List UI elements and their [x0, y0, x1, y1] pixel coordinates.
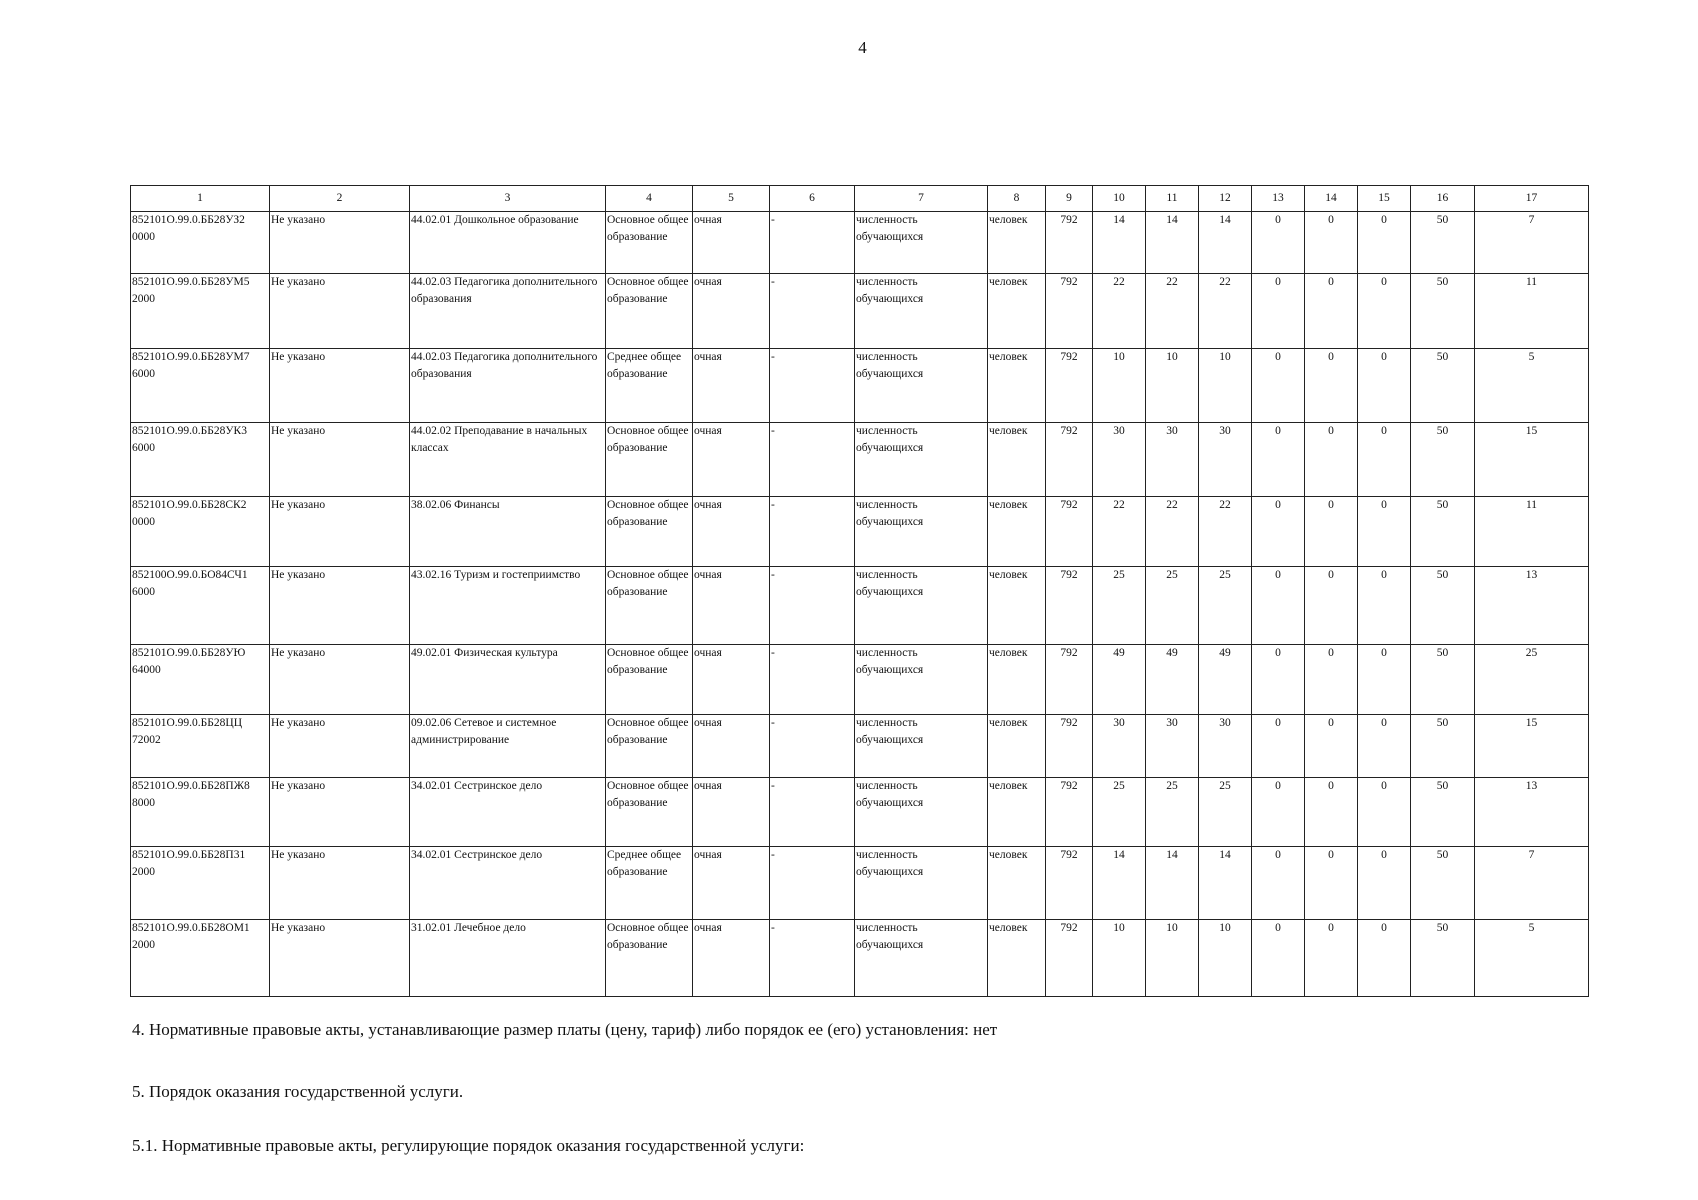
cell-fee-year-1: 0 [1252, 567, 1305, 645]
cell-specialty: 44.02.01 Дошкольное образование [410, 212, 606, 274]
cell-unit-name: человек [988, 423, 1046, 497]
cell-value-year-3: 10 [1199, 920, 1252, 997]
table-row [131, 715, 1589, 778]
cell-value-year-2: 30 [1146, 715, 1199, 778]
cell-indicator-6: - [770, 349, 855, 423]
cell-value-year-1: 10 [1093, 349, 1146, 423]
header-row [131, 186, 1589, 212]
cell-form-of-study: очная [693, 920, 770, 997]
table-row [131, 778, 1589, 847]
header-cell-fee-year-2: 14 [1305, 186, 1358, 212]
cell-education-level: Основное общее образование [606, 920, 693, 997]
cell-specialty: 38.02.06 Финансы [410, 497, 606, 567]
cell-fee-year-3: 0 [1358, 778, 1411, 847]
header-cell-deviation-percent: 16 [1411, 186, 1475, 212]
cell-registry-number: 852101О.99.0.ББ28ОМ1 2000 [131, 920, 270, 997]
cell-okei-code: 792 [1046, 778, 1093, 847]
cell-deviation-absolute: 13 [1475, 778, 1589, 847]
cell-unit-name: человек [988, 715, 1046, 778]
cell-unit-name: человек [988, 274, 1046, 349]
table-row [131, 497, 1589, 567]
cell-value-year-2: 22 [1146, 497, 1199, 567]
cell-fee-year-1: 0 [1252, 645, 1305, 715]
table-row [131, 274, 1589, 349]
cell-value-year-1: 22 [1093, 274, 1146, 349]
cell-registry-number: 852101О.99.0.ББ28ПЖ8 8000 [131, 778, 270, 847]
table-row [131, 567, 1589, 645]
cell-fee-year-2: 0 [1305, 715, 1358, 778]
cell-unit-name: человек [988, 847, 1046, 920]
cell-okei-code: 792 [1046, 212, 1093, 274]
header-cell-value-year-3: 12 [1199, 186, 1252, 212]
cell-fee-year-1: 0 [1252, 920, 1305, 997]
cell-specialty: 09.02.06 Сетевое и системное администрирование [410, 715, 606, 778]
cell-value-year-3: 14 [1199, 847, 1252, 920]
cell-deviation-percent: 50 [1411, 274, 1475, 349]
cell-deviation-absolute: 15 [1475, 715, 1589, 778]
cell-value-year-3: 22 [1199, 497, 1252, 567]
cell-unit-name: человек [988, 212, 1046, 274]
cell-fee-year-2: 0 [1305, 645, 1358, 715]
table-row [131, 423, 1589, 497]
cell-fee-year-3: 0 [1358, 847, 1411, 920]
cell-indicator-6: - [770, 645, 855, 715]
cell-fee-year-2: 0 [1305, 567, 1358, 645]
cell-fee-year-1: 0 [1252, 778, 1305, 847]
cell-specialty: 31.02.01 Лечебное дело [410, 920, 606, 997]
cell-education-level: Основное общее образование [606, 274, 693, 349]
header-cell-education-level: 4 [606, 186, 693, 212]
cell-value-year-3: 10 [1199, 349, 1252, 423]
cell-deviation-absolute: 15 [1475, 423, 1589, 497]
cell-service-content-2: Не указано [270, 645, 410, 715]
cell-value-year-1: 14 [1093, 212, 1146, 274]
table-header [131, 186, 1589, 212]
cell-fee-year-1: 0 [1252, 497, 1305, 567]
cell-fee-year-1: 0 [1252, 847, 1305, 920]
cell-value-year-2: 14 [1146, 212, 1199, 274]
header-cell-indicator-6: 6 [770, 186, 855, 212]
cell-form-of-study: очная [693, 212, 770, 274]
cell-indicator-6: - [770, 715, 855, 778]
cell-deviation-percent: 50 [1411, 423, 1475, 497]
cell-indicator-name: численность обучающихся [855, 274, 988, 349]
cell-indicator-name: численность обучающихся [855, 423, 988, 497]
cell-deviation-absolute: 7 [1475, 847, 1589, 920]
cell-registry-number: 852101О.99.0.ББ28УЗ2 0000 [131, 212, 270, 274]
header-cell-okei-code: 9 [1046, 186, 1093, 212]
cell-value-year-3: 30 [1199, 715, 1252, 778]
cell-registry-number: 852101О.99.0.ББ28УМ5 2000 [131, 274, 270, 349]
header-cell-value-year-1: 10 [1093, 186, 1146, 212]
cell-value-year-1: 30 [1093, 715, 1146, 778]
cell-service-content-2: Не указано [270, 212, 410, 274]
cell-indicator-name: численность обучающихся [855, 715, 988, 778]
cell-value-year-2: 22 [1146, 274, 1199, 349]
cell-value-year-2: 25 [1146, 567, 1199, 645]
cell-registry-number: 852101О.99.0.ББ28УМ7 6000 [131, 349, 270, 423]
cell-unit-name: человек [988, 920, 1046, 997]
cell-form-of-study: очная [693, 715, 770, 778]
cell-fee-year-3: 0 [1358, 567, 1411, 645]
cell-registry-number: 852101О.99.0.ББ28ЦЦ 72002 [131, 715, 270, 778]
cell-specialty: 34.02.01 Сестринское дело [410, 778, 606, 847]
services-table-container [130, 185, 1589, 997]
cell-fee-year-3: 0 [1358, 212, 1411, 274]
cell-deviation-percent: 50 [1411, 847, 1475, 920]
cell-value-year-2: 10 [1146, 349, 1199, 423]
cell-education-level: Основное общее образование [606, 497, 693, 567]
cell-registry-number: 852101О.99.0.ББ28СК2 0000 [131, 497, 270, 567]
cell-indicator-name: численность обучающихся [855, 349, 988, 423]
cell-unit-name: человек [988, 497, 1046, 567]
header-cell-fee-year-3: 15 [1358, 186, 1411, 212]
cell-fee-year-2: 0 [1305, 847, 1358, 920]
cell-okei-code: 792 [1046, 497, 1093, 567]
cell-value-year-1: 14 [1093, 847, 1146, 920]
cell-form-of-study: очная [693, 423, 770, 497]
cell-education-level: Основное общее образование [606, 645, 693, 715]
cell-deviation-percent: 50 [1411, 497, 1475, 567]
cell-fee-year-2: 0 [1305, 212, 1358, 274]
cell-fee-year-3: 0 [1358, 497, 1411, 567]
cell-form-of-study: очная [693, 274, 770, 349]
cell-fee-year-1: 0 [1252, 349, 1305, 423]
cell-indicator-name: численность обучающихся [855, 847, 988, 920]
cell-indicator-6: - [770, 274, 855, 349]
cell-okei-code: 792 [1046, 423, 1093, 497]
cell-service-content-2: Не указано [270, 715, 410, 778]
cell-value-year-3: 14 [1199, 212, 1252, 274]
cell-deviation-absolute: 13 [1475, 567, 1589, 645]
cell-fee-year-2: 0 [1305, 920, 1358, 997]
cell-value-year-3: 30 [1199, 423, 1252, 497]
cell-deviation-absolute: 5 [1475, 349, 1589, 423]
cell-form-of-study: очная [693, 497, 770, 567]
cell-form-of-study: очная [693, 645, 770, 715]
cell-education-level: Основное общее образование [606, 567, 693, 645]
cell-value-year-2: 49 [1146, 645, 1199, 715]
cell-registry-number: 852101О.99.0.ББ28П31 2000 [131, 847, 270, 920]
cell-indicator-name: численность обучающихся [855, 212, 988, 274]
cell-unit-name: человек [988, 567, 1046, 645]
cell-deviation-percent: 50 [1411, 645, 1475, 715]
cell-fee-year-2: 0 [1305, 497, 1358, 567]
cell-form-of-study: очная [693, 778, 770, 847]
paragraph-service-procedure: 5. Порядок оказания государственной услуги. [132, 1082, 464, 1101]
cell-fee-year-3: 0 [1358, 349, 1411, 423]
paragraph-payment-acts: 4. Нормативные правовые акты, устанавливающие размер платы (цену, тариф) либо порядок ее (его) установления: нет [132, 1020, 998, 1039]
cell-okei-code: 792 [1046, 715, 1093, 778]
cell-fee-year-2: 0 [1305, 778, 1358, 847]
header-cell-unit-name: 8 [988, 186, 1046, 212]
cell-specialty: 43.02.16 Туризм и гостеприимство [410, 567, 606, 645]
cell-registry-number: 852101О.99.0.ББ28УК3 6000 [131, 423, 270, 497]
cell-specialty: 44.02.03 Педагогика дополнительного образования [410, 274, 606, 349]
cell-fee-year-3: 0 [1358, 715, 1411, 778]
header-cell-deviation-absolute: 17 [1475, 186, 1589, 212]
cell-education-level: Среднее общее образование [606, 847, 693, 920]
cell-fee-year-2: 0 [1305, 349, 1358, 423]
cell-unit-name: человек [988, 645, 1046, 715]
cell-value-year-1: 30 [1093, 423, 1146, 497]
header-cell-fee-year-1: 13 [1252, 186, 1305, 212]
header-cell-value-year-2: 11 [1146, 186, 1199, 212]
cell-deviation-percent: 50 [1411, 349, 1475, 423]
cell-education-level: Среднее общее образование [606, 349, 693, 423]
cell-indicator-6: - [770, 847, 855, 920]
paragraph-regulating-acts: 5.1. Нормативные правовые акты, регулирующие порядок оказания государственной услуги: [132, 1136, 805, 1155]
cell-fee-year-1: 0 [1252, 212, 1305, 274]
header-cell-indicator-name: 7 [855, 186, 988, 212]
cell-indicator-6: - [770, 212, 855, 274]
cell-service-content-2: Не указано [270, 497, 410, 567]
cell-fee-year-3: 0 [1358, 920, 1411, 997]
cell-deviation-percent: 50 [1411, 212, 1475, 274]
cell-indicator-6: - [770, 497, 855, 567]
header-cell-service-content-2: 2 [270, 186, 410, 212]
cell-indicator-name: численность обучающихся [855, 920, 988, 997]
cell-value-year-2: 10 [1146, 920, 1199, 997]
cell-fee-year-2: 0 [1305, 274, 1358, 349]
cell-value-year-1: 49 [1093, 645, 1146, 715]
cell-okei-code: 792 [1046, 567, 1093, 645]
services-table [130, 185, 1589, 997]
cell-unit-name: человек [988, 778, 1046, 847]
cell-education-level: Основное общее образование [606, 778, 693, 847]
cell-education-level: Основное общее образование [606, 423, 693, 497]
cell-form-of-study: очная [693, 567, 770, 645]
cell-okei-code: 792 [1046, 349, 1093, 423]
cell-value-year-3: 25 [1199, 778, 1252, 847]
cell-indicator-name: численность обучающихся [855, 497, 988, 567]
table-row [131, 645, 1589, 715]
cell-deviation-absolute: 11 [1475, 497, 1589, 567]
cell-service-content-2: Не указано [270, 567, 410, 645]
cell-specialty: 44.02.03 Педагогика дополнительного образования [410, 349, 606, 423]
cell-value-year-2: 14 [1146, 847, 1199, 920]
cell-indicator-6: - [770, 920, 855, 997]
table-row [131, 212, 1589, 274]
cell-form-of-study: очная [693, 847, 770, 920]
cell-education-level: Основное общее образование [606, 212, 693, 274]
cell-fee-year-1: 0 [1252, 423, 1305, 497]
cell-fee-year-2: 0 [1305, 423, 1358, 497]
cell-value-year-1: 10 [1093, 920, 1146, 997]
cell-value-year-3: 22 [1199, 274, 1252, 349]
cell-deviation-absolute: 7 [1475, 212, 1589, 274]
table-row [131, 349, 1589, 423]
cell-service-content-2: Не указано [270, 274, 410, 349]
cell-education-level: Основное общее образование [606, 715, 693, 778]
cell-fee-year-3: 0 [1358, 274, 1411, 349]
page-number: 4 [858, 38, 867, 57]
table-body [131, 212, 1589, 997]
cell-deviation-percent: 50 [1411, 567, 1475, 645]
cell-deviation-percent: 50 [1411, 715, 1475, 778]
cell-indicator-name: численность обучающихся [855, 645, 988, 715]
cell-deviation-percent: 50 [1411, 920, 1475, 997]
table-row [131, 847, 1589, 920]
header-cell-form-of-study: 5 [693, 186, 770, 212]
cell-service-content-2: Не указано [270, 847, 410, 920]
cell-value-year-2: 25 [1146, 778, 1199, 847]
header-cell-specialty: 3 [410, 186, 606, 212]
cell-deviation-absolute: 11 [1475, 274, 1589, 349]
cell-okei-code: 792 [1046, 645, 1093, 715]
cell-value-year-3: 25 [1199, 567, 1252, 645]
cell-service-content-2: Не указано [270, 778, 410, 847]
cell-specialty: 49.02.01 Физическая культура [410, 645, 606, 715]
cell-unit-name: человек [988, 349, 1046, 423]
cell-value-year-2: 30 [1146, 423, 1199, 497]
cell-okei-code: 792 [1046, 847, 1093, 920]
cell-value-year-1: 25 [1093, 567, 1146, 645]
cell-indicator-name: численность обучающихся [855, 778, 988, 847]
cell-fee-year-1: 0 [1252, 274, 1305, 349]
cell-indicator-6: - [770, 567, 855, 645]
cell-indicator-name: численность обучающихся [855, 567, 988, 645]
cell-value-year-1: 22 [1093, 497, 1146, 567]
cell-value-year-1: 25 [1093, 778, 1146, 847]
header-cell-registry-number: 1 [131, 186, 270, 212]
cell-specialty: 44.02.02 Преподавание в начальных классах [410, 423, 606, 497]
cell-fee-year-3: 0 [1358, 645, 1411, 715]
table-row [131, 920, 1589, 997]
cell-fee-year-1: 0 [1252, 715, 1305, 778]
cell-deviation-absolute: 25 [1475, 645, 1589, 715]
cell-indicator-6: - [770, 423, 855, 497]
cell-specialty: 34.02.01 Сестринское дело [410, 847, 606, 920]
cell-okei-code: 792 [1046, 920, 1093, 997]
cell-indicator-6: - [770, 778, 855, 847]
cell-service-content-2: Не указано [270, 349, 410, 423]
cell-okei-code: 792 [1046, 274, 1093, 349]
cell-value-year-3: 49 [1199, 645, 1252, 715]
cell-fee-year-3: 0 [1358, 423, 1411, 497]
cell-deviation-percent: 50 [1411, 778, 1475, 847]
cell-service-content-2: Не указано [270, 920, 410, 997]
cell-deviation-absolute: 5 [1475, 920, 1589, 997]
cell-service-content-2: Не указано [270, 423, 410, 497]
cell-registry-number: 852101О.99.0.ББ28УЮ 64000 [131, 645, 270, 715]
cell-registry-number: 852100О.99.0.БО84СЧ1 6000 [131, 567, 270, 645]
cell-form-of-study: очная [693, 349, 770, 423]
